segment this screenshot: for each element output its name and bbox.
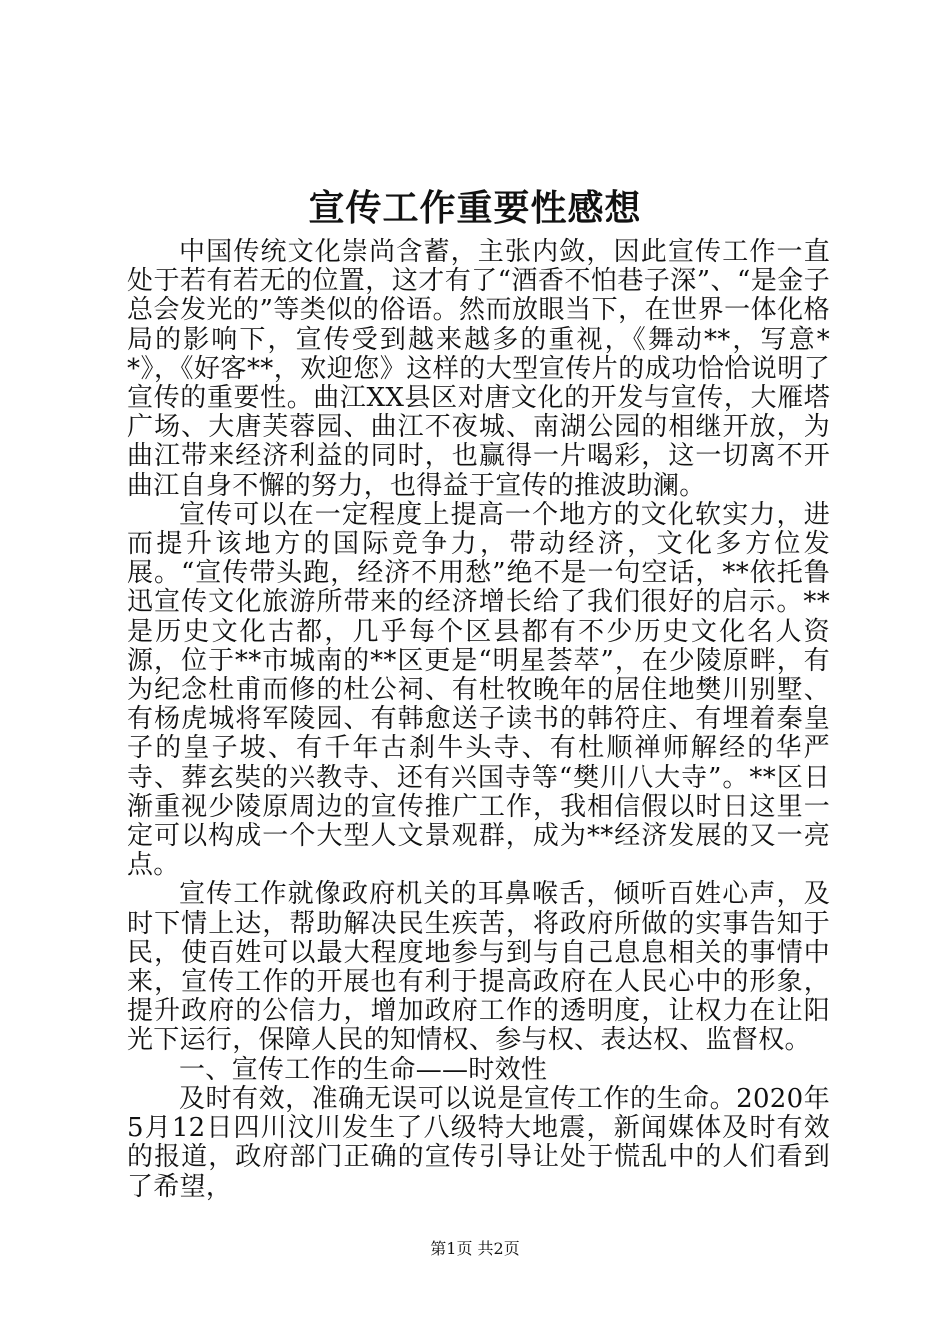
paragraph-1: 中国传统文化崇尚含蓄，主张内敛，因此宣传工作一直处于若有若无的位置，这才有了“酒香不怕巷子深”、“是金子总会发光的”等类似的俗语。然而放眼当下，在世界一体化格局的影响下，宣传受到越来越多的重视，《舞动**，写意**》，《好客**，欢迎您》这样的大型宣传片的成功恰恰说明了宣传的重要性。曲江XX县区对唐文化的开发与宣传，大雁塔广场、大唐芙蓉园、曲江不夜城、南湖公园的相继开放，为曲江带来经济利益的同时，也赢得一片喝彩，这一切离不开曲江自身不懈的努力，也得益于宣传的推波助澜。 [127,237,830,501]
document-title: 宣传工作重要性感想 [308,187,642,229]
document-body [127,238,830,1202]
paragraph-4: 及时有效，准确无误可以说是宣传工作的生命。2020年5月12日四川汶川发生了八级特大地震，新闻媒体及时有效的报道，政府部门正确的宣传引导让处于慌乱中的人们看到了希望， [127,1083,830,1202]
page-footer: 第1页 共2页 [430,1239,520,1258]
section-heading: 一、宣传工作的生命——时效性 [179,1054,548,1085]
paragraph-3: 宣传工作就像政府机关的耳鼻喉舌，倾听百姓心声，及时下情上达，帮助解决民生疾苦，将政府所做的实事告知于民，使百姓可以最大程度地参与到与自己息息相关的事情中来，宣传工作的开展也有利于提高政府在人民心中的形象，提升政府的公信力，增加政府工作的透明度，让权力在让阳光下运行，保障人民的知情权、参与权、表达权、监督权。 [127,879,830,1056]
paragraph-2: 宣传可以在一定程度上提高一个地方的文化软实力，进而提升该地方的国际竞争力，带动经济，文化多方位发展。“宣传带头跑，经济不用愁”绝不是一句空话，**依托鲁迅宣传文化旅游所带来的经济增长给了我们很好的启示。**是历史文化古都，几乎每个区县都有不少历史文化名人资源，位于**市城南的**区更是“明星荟萃”，在少陵原畔，有为纪念杜甫而修的杜公祠、有杜牧晚年的居住地樊川别墅、有杨虎城将军陵园、有韩愈送子读书的韩符庄、有埋着秦皇子的皇子坡、有千年古刹牛头寺、有杜顺禅师解经的华严寺、葬玄奘的兴教寺、还有兴国寺等“樊川八大寺”。**区日渐重视少陵原周边的宣传推广工作，我相信假以时日这里一定可以构成一个大型人文景观群，成为**经济发展的又一亮点。 [127,499,831,881]
